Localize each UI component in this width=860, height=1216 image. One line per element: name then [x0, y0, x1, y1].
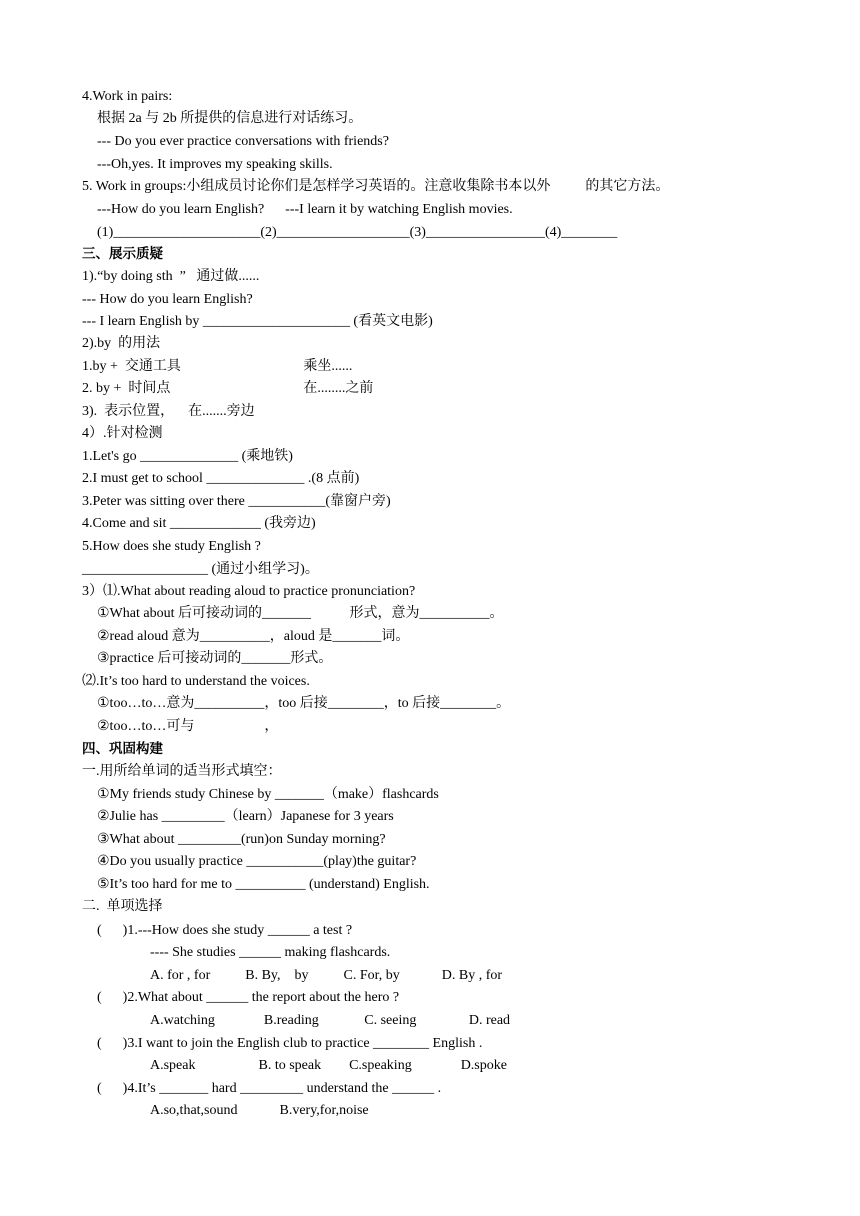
fill-in-item-5: ⑤It’s too hard for me to __________ (understand) English.	[97, 877, 430, 892]
group-work-heading: 5. Work in groups:小组成员讨论你们是怎样学习英语的。注意收集除书本以外 的其它方法。	[82, 179, 670, 194]
grammar-point-5: ②too…to…可与 ，	[97, 719, 279, 734]
mc-question-1-line-2: ---- She studies ______ making flashcards.	[150, 945, 391, 960]
group-work-example: ---How do you learn English? ---I learn it by watching English movies.	[97, 202, 513, 217]
grammar-heading-2: ⑵.It’s too hard to understand the voices.	[82, 674, 310, 689]
grammar-point-4: ①too…to…意为__________，too 后接________，to 后接________。	[97, 696, 511, 711]
by-usage-transport: 1.by + 交通工具 乘坐......	[82, 359, 353, 374]
pair-work-heading: 4.Work in pairs:	[82, 89, 173, 104]
multiple-choice-heading: 二. 单项选择	[82, 899, 163, 914]
fill-in-item-3: ③What about _________(run)on Sunday morning?	[97, 832, 386, 847]
grammar-point-3: ③practice 后可接动词的_______形式。	[97, 651, 333, 666]
fill-in-heading: 一.用所给单词的适当形式填空：	[82, 764, 282, 779]
pair-work-question: --- Do you ever practice conversations with friends?	[97, 134, 389, 149]
by-usage-heading: 2).by 的用法	[82, 336, 161, 351]
by-doing-answer: --- I learn English by _____________________ (看英文电影)	[82, 314, 433, 329]
pair-work-answer: ---Oh,yes. It improves my speaking skills.	[97, 157, 333, 172]
check-item-3: 3.Peter was sitting over there ___________(靠窗户旁)	[82, 494, 391, 509]
grammar-point-1: ①What about 后可接动词的_______ 形式，意为__________。	[97, 606, 504, 621]
mc-question-4: ( )4.It’s _______ hard _________ understand the ______ .	[97, 1081, 442, 1096]
by-usage-time: 2. by + 时间点 在........之前	[82, 381, 374, 396]
fill-in-item-1: ①My friends study Chinese by _______（make）flashcards	[97, 787, 439, 802]
fill-in-item-2: ②Julie has _________（learn）Japanese for 3 years	[97, 809, 394, 824]
grammar-point-2: ②read aloud 意为__________，aloud 是_______词。	[97, 629, 410, 644]
mc-question-2: ( )2.What about ______ the report about the hero ?	[97, 990, 400, 1005]
check-item-4: 4.Come and sit _____________ (我旁边)	[82, 516, 316, 531]
check-item-5: 5.How does she study English ?	[82, 539, 261, 554]
by-doing-question: --- How do you learn English?	[82, 292, 253, 307]
fill-in-item-4: ④Do you usually practice ___________(play)the guitar?	[97, 854, 417, 869]
check-item-2: 2.I must get to school ______________ .(8 点前)	[82, 471, 360, 486]
by-doing-note: 1).“by doing sth ” 通过做......	[82, 269, 260, 284]
check-item-1: 1.Let's go ______________ (乘地铁)	[82, 449, 293, 464]
group-work-blanks: (1)_____________________(2)___________________(3)_________________(4)________	[97, 225, 618, 240]
mc-question-1: ( )1.---How does she study ______ a test ?	[97, 923, 353, 938]
mc-question-3-options: A.speak B. to speak C.speaking D.spoke	[150, 1058, 507, 1073]
section-three-title: 三、展示质疑	[82, 246, 163, 262]
section-four-title: 四、巩固构建	[82, 741, 163, 757]
by-usage-position: 3). 表示位置， 在.......旁边	[82, 404, 255, 419]
check-item-5-answer: __________________ (通过小组学习)。	[82, 562, 319, 577]
mc-question-4-options: A.so,that,sound B.very,for,noise	[150, 1103, 369, 1118]
mc-question-1-options: A. for , for B. By, by C. For, by D. By , for	[150, 968, 503, 983]
pair-work-instruction: 根据 2a 与 2b 所提供的信息进行对话练习。	[97, 111, 363, 126]
grammar-heading-1: 3）⑴.What about reading aloud to practice pronunciation?	[82, 584, 416, 599]
check-heading: 4）.针对检测	[82, 426, 163, 441]
mc-question-3: ( )3.I want to join the English club to practice ________ English .	[97, 1036, 483, 1051]
mc-question-2-options: A.watching B.reading C. seeing D. read	[150, 1013, 511, 1028]
